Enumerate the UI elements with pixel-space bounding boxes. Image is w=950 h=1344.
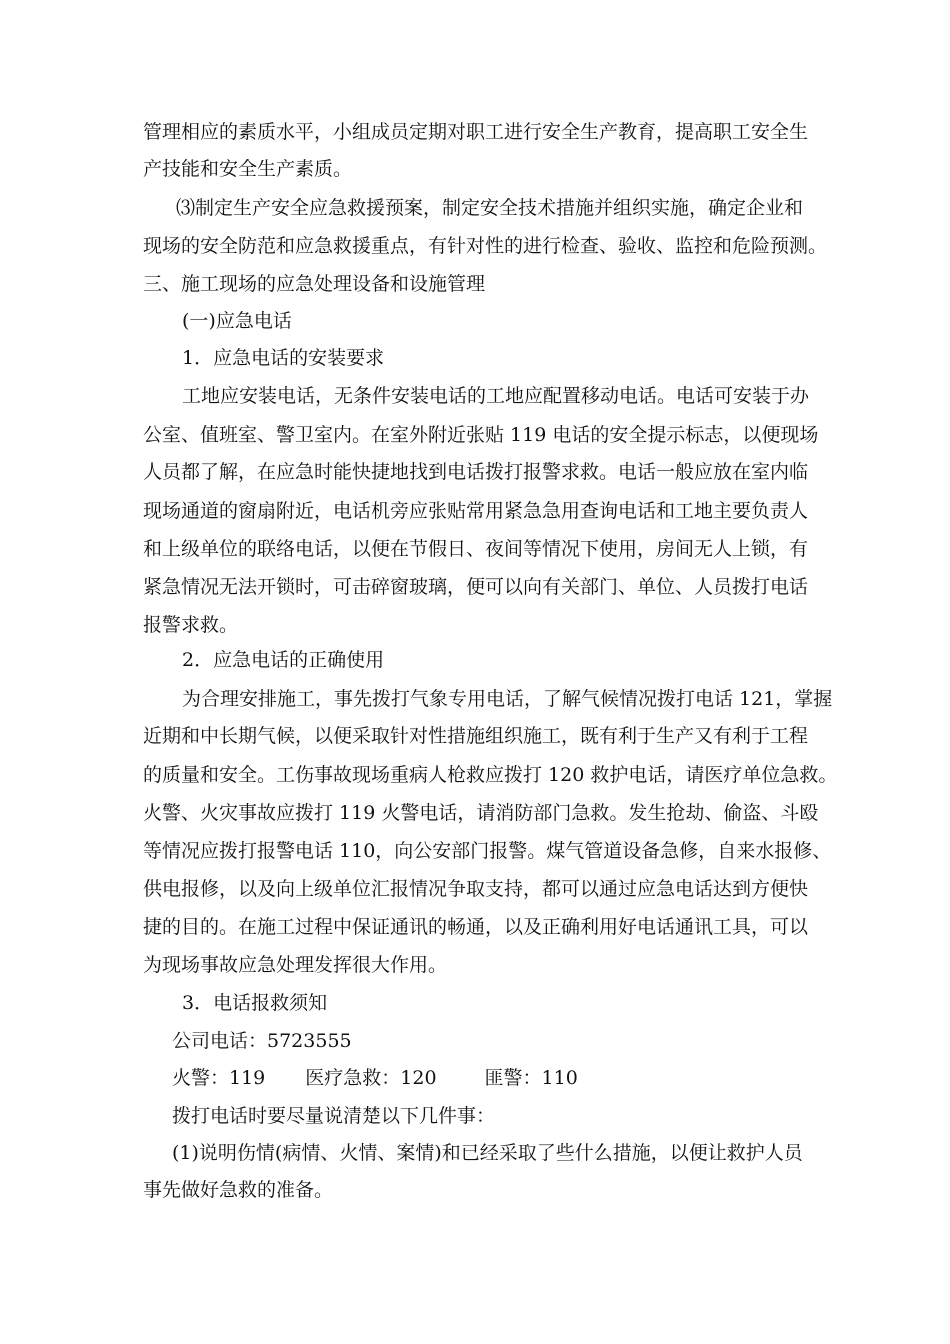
item-heading: 3．电话报救须知 <box>182 992 328 1014</box>
paragraph-line: 人员都了解，在应急时能快捷地找到电话拨打报警求救。电话一般应放在室内临 <box>143 461 809 483</box>
paragraph-line: 和上级单位的联络电话，以便在节假日、夜间等情况下使用，房间无人上锁，有 <box>143 538 809 560</box>
paragraph-line: 为合理安排施工，事先拨打气象专用电话，了解气候情况拨打电话 121，掌握 <box>182 688 833 710</box>
emergency-numbers <box>172 1066 578 1090</box>
paragraph-line: 工地应安装电话，无条件安装电话的工地应配置移动电话。电话可安装于办 <box>182 385 810 407</box>
item-heading: 2．应急电话的正确使用 <box>182 649 385 671</box>
paragraph-line: 近期和中长期气候，以便采取针对性措施组织施工，既有利于生产又有利于工程 <box>143 725 809 747</box>
paragraph-line: 产技能和安全生产素质。 <box>143 158 353 180</box>
subsection-heading: (一)应急电话 <box>182 310 292 332</box>
paragraph-line: 事先做好急救的准备。 <box>143 1179 334 1201</box>
paragraph-line: 等情况应拨打报警电话 110，向公安部门报警。煤气管道设备急修，自来水报修、 <box>143 840 832 862</box>
paragraph-line: 公室、值班室、警卫室内。在室外附近张贴 119 电话的安全提示标志，以便现场 <box>143 424 819 446</box>
paragraph-line: 为现场事故应急处理发挥很大作用。 <box>143 954 448 976</box>
paragraph-line: 管理相应的素质水平，小组成员定期对职工进行安全生产教育，提高职工安全生 <box>143 121 809 143</box>
fire-number: 火警：119 <box>172 1067 266 1089</box>
police-number: 匪警：110 <box>484 1067 578 1089</box>
paragraph-line: 现场通道的窗扇附近，电话机旁应张贴常用紧急急用查询电话和工地主要负责人 <box>143 500 809 522</box>
paragraph-line: 紧急情况无法开锁时，可击碎窗玻璃，便可以向有关部门、单位、人员拨打电话 <box>143 576 809 598</box>
section-heading: 三、施工现场的应急处理设备和设施管理 <box>143 273 486 295</box>
paragraph-line: 报警求救。 <box>143 614 239 636</box>
paragraph-line: 供电报修，以及向上级单位汇报情况争取支持，都可以通过应急电话达到方便快 <box>143 878 809 900</box>
item-heading: 1．应急电话的安装要求 <box>182 347 385 369</box>
paragraph-line: ⑶制定生产安全应急救援预案，制定安全技术措施并组织实施，确定企业和 <box>176 197 804 219</box>
paragraph-line: 的质量和安全。工伤事故现场重病人枪救应拨打 120 救护电话，请医疗单位急救。 <box>143 764 838 786</box>
paragraph-line: 捷的目的。在施工过程中保证通讯的畅通，以及正确利用好电话通讯工具，可以 <box>143 916 809 938</box>
paragraph-line: 拨打电话时要尽量说清楚以下几件事： <box>172 1105 496 1127</box>
medical-number: 医疗急救：120 <box>305 1067 437 1089</box>
paragraph-line: (1)说明伤情(病情、火情、案情)和已经采取了些什么措施，以便让救护人员 <box>172 1142 803 1164</box>
paragraph-line: 火警、火灾事故应拨打 119 火警电话，请消防部门急救。发生抢劫、偷盗、斗殴 <box>143 802 819 824</box>
company-phone: 公司电话：5723555 <box>172 1030 352 1052</box>
paragraph-line: 现场的安全防范和应急救援重点，有针对性的进行检查、验收、监控和危险预测。 <box>143 235 828 257</box>
